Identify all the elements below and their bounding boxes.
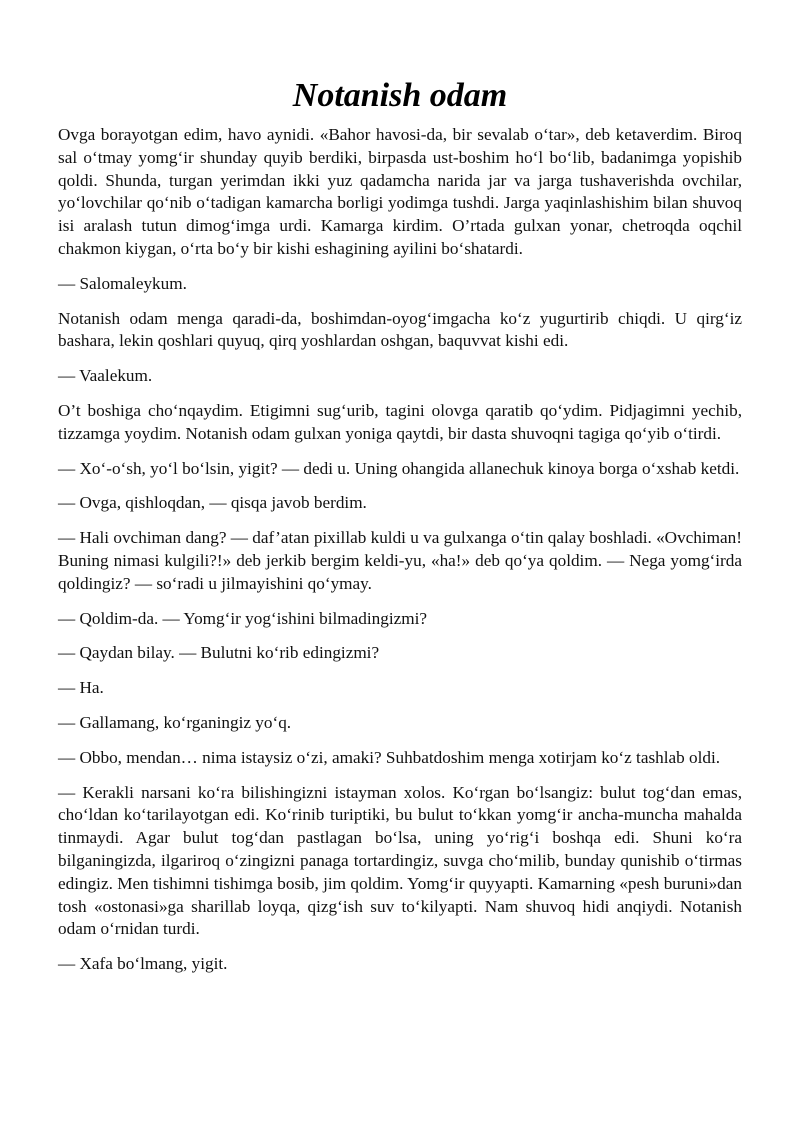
paragraph: — Ovga, qishloqdan, — qisqa javob berdim.	[58, 493, 367, 513]
paragraph: — Xafa bo‘lmang, yigit.	[58, 954, 228, 974]
paragraph: — Qaydan bilay. — Bulutni ko‘rib edingizmi?	[58, 643, 380, 663]
paragraph: — Xo‘-o‘sh, yo‘l bo‘lsin, yigit? — dedi u. Uning ohangida allanechuk kinoya borga o‘xshab ketdi.	[58, 458, 740, 478]
paragraph: — Gallamang, ko‘rganingiz yo‘q.	[58, 712, 292, 732]
paragraph: — Ha.	[58, 678, 104, 698]
document-body	[58, 124, 742, 976]
paragraph: O’t boshiga cho‘nqaydim. Etigimni sug‘urib, tagini olovga qaratib qo‘ydim. Pidjagimni yechib, tizzamga yoydim. Notanish odam gulxan yoniga qaytdi, bir dasta shuvoqni tagiga qo‘yib o‘tirdi.	[58, 400, 742, 443]
paragraph: Ovga borayotgan edim, havo aynidi. «Bahor havosi-da, bir sevalab o‘tar», deb ketaverdim. Biroq sal o‘tmay yomg‘ir shunday quyib berdiki, birpasda ust-boshim ho‘l bo‘lib, badanimga yopishib qoldi. Shunda, turgan yerimdan ikki yuz qadamcha narida jar va jarga tushaverishda ovchilar, yo‘lovchilar qo‘nib o‘tadigan kamarcha borligi yodimga tushdi. Jarga yaqinlashishim bilan shuvoq isi aralash tutun dimog‘imga urdi. Kamarga kirdim. O’rtada gulxan yonar, chetroqda oqchil chakmon kiygan, o‘rta bo‘y bir kishi eshagining ayilini bo‘shatardi.	[58, 125, 742, 258]
paragraph: — Qoldim-da. — Yomg‘ir yog‘ishini bilmadingizmi?	[58, 608, 428, 628]
paragraph: — Kerakli narsani ko‘ra bilishingizni istayman xolos. Ko‘rgan bo‘lsangiz: bulut tog‘dan emas, cho‘ldan ko‘tarilayotgan edi. Ko‘rinib turiptiki, bu bulut to‘kkan yomg‘ir ancha-muncha mahalda tinmaydi. Agar bulut tog‘dan pastlagan bo‘lsa, uning yo‘rig‘i boshqa edi. Shuni ko‘ra bilganingizda, ilgariroq o‘zingizni panaga tortardingiz, suvga cho‘milib, bunday qunishib o‘tirmas edingiz. Men tishimni tishimga bosib, jim qoldim. Yomg‘ir quyyapti. Kamarning «pesh buruni»dan tosh «ostonasi»ga sharillab loyqa, qizg‘ish suv to‘kilyapti. Nam shuvoq hidi anqiydi. Notanish odam o‘rnidan turdi.	[58, 782, 742, 939]
paragraph: — Salomaleykum.	[58, 273, 187, 293]
paragraph: — Hali ovchiman dang? — daf’atan pixillab kuldi u va gulxanga o‘tin qalay boshladi. «Ovchiman! Buning nimasi kulgili?!» deb jerkib bergim keldi-yu, «ha!» deb qo‘ya qoldim. — Nega yomg‘irda qoldingiz? — so‘radi u jilmayishini qo‘ymay.	[58, 528, 742, 593]
document-title: Notanish odam	[292, 77, 508, 114]
paragraph: — Vaalekum.	[58, 366, 153, 386]
paragraph: — Obbo, mendan… nima istaysiz o‘zi, amaki? Suhbatdoshim menga xotirjam ko‘z tashlab oldi.	[58, 747, 721, 767]
paragraph: Notanish odam menga qaradi-da, boshimdan-oyog‘imgacha ko‘z yugurtirib chiqdi. U qirg‘iz bashara, lekin qoshlari quyuq, qirq yoshlardan oshgan, baquvvat kishi edi.	[58, 308, 742, 351]
document-page	[58, 0, 742, 976]
